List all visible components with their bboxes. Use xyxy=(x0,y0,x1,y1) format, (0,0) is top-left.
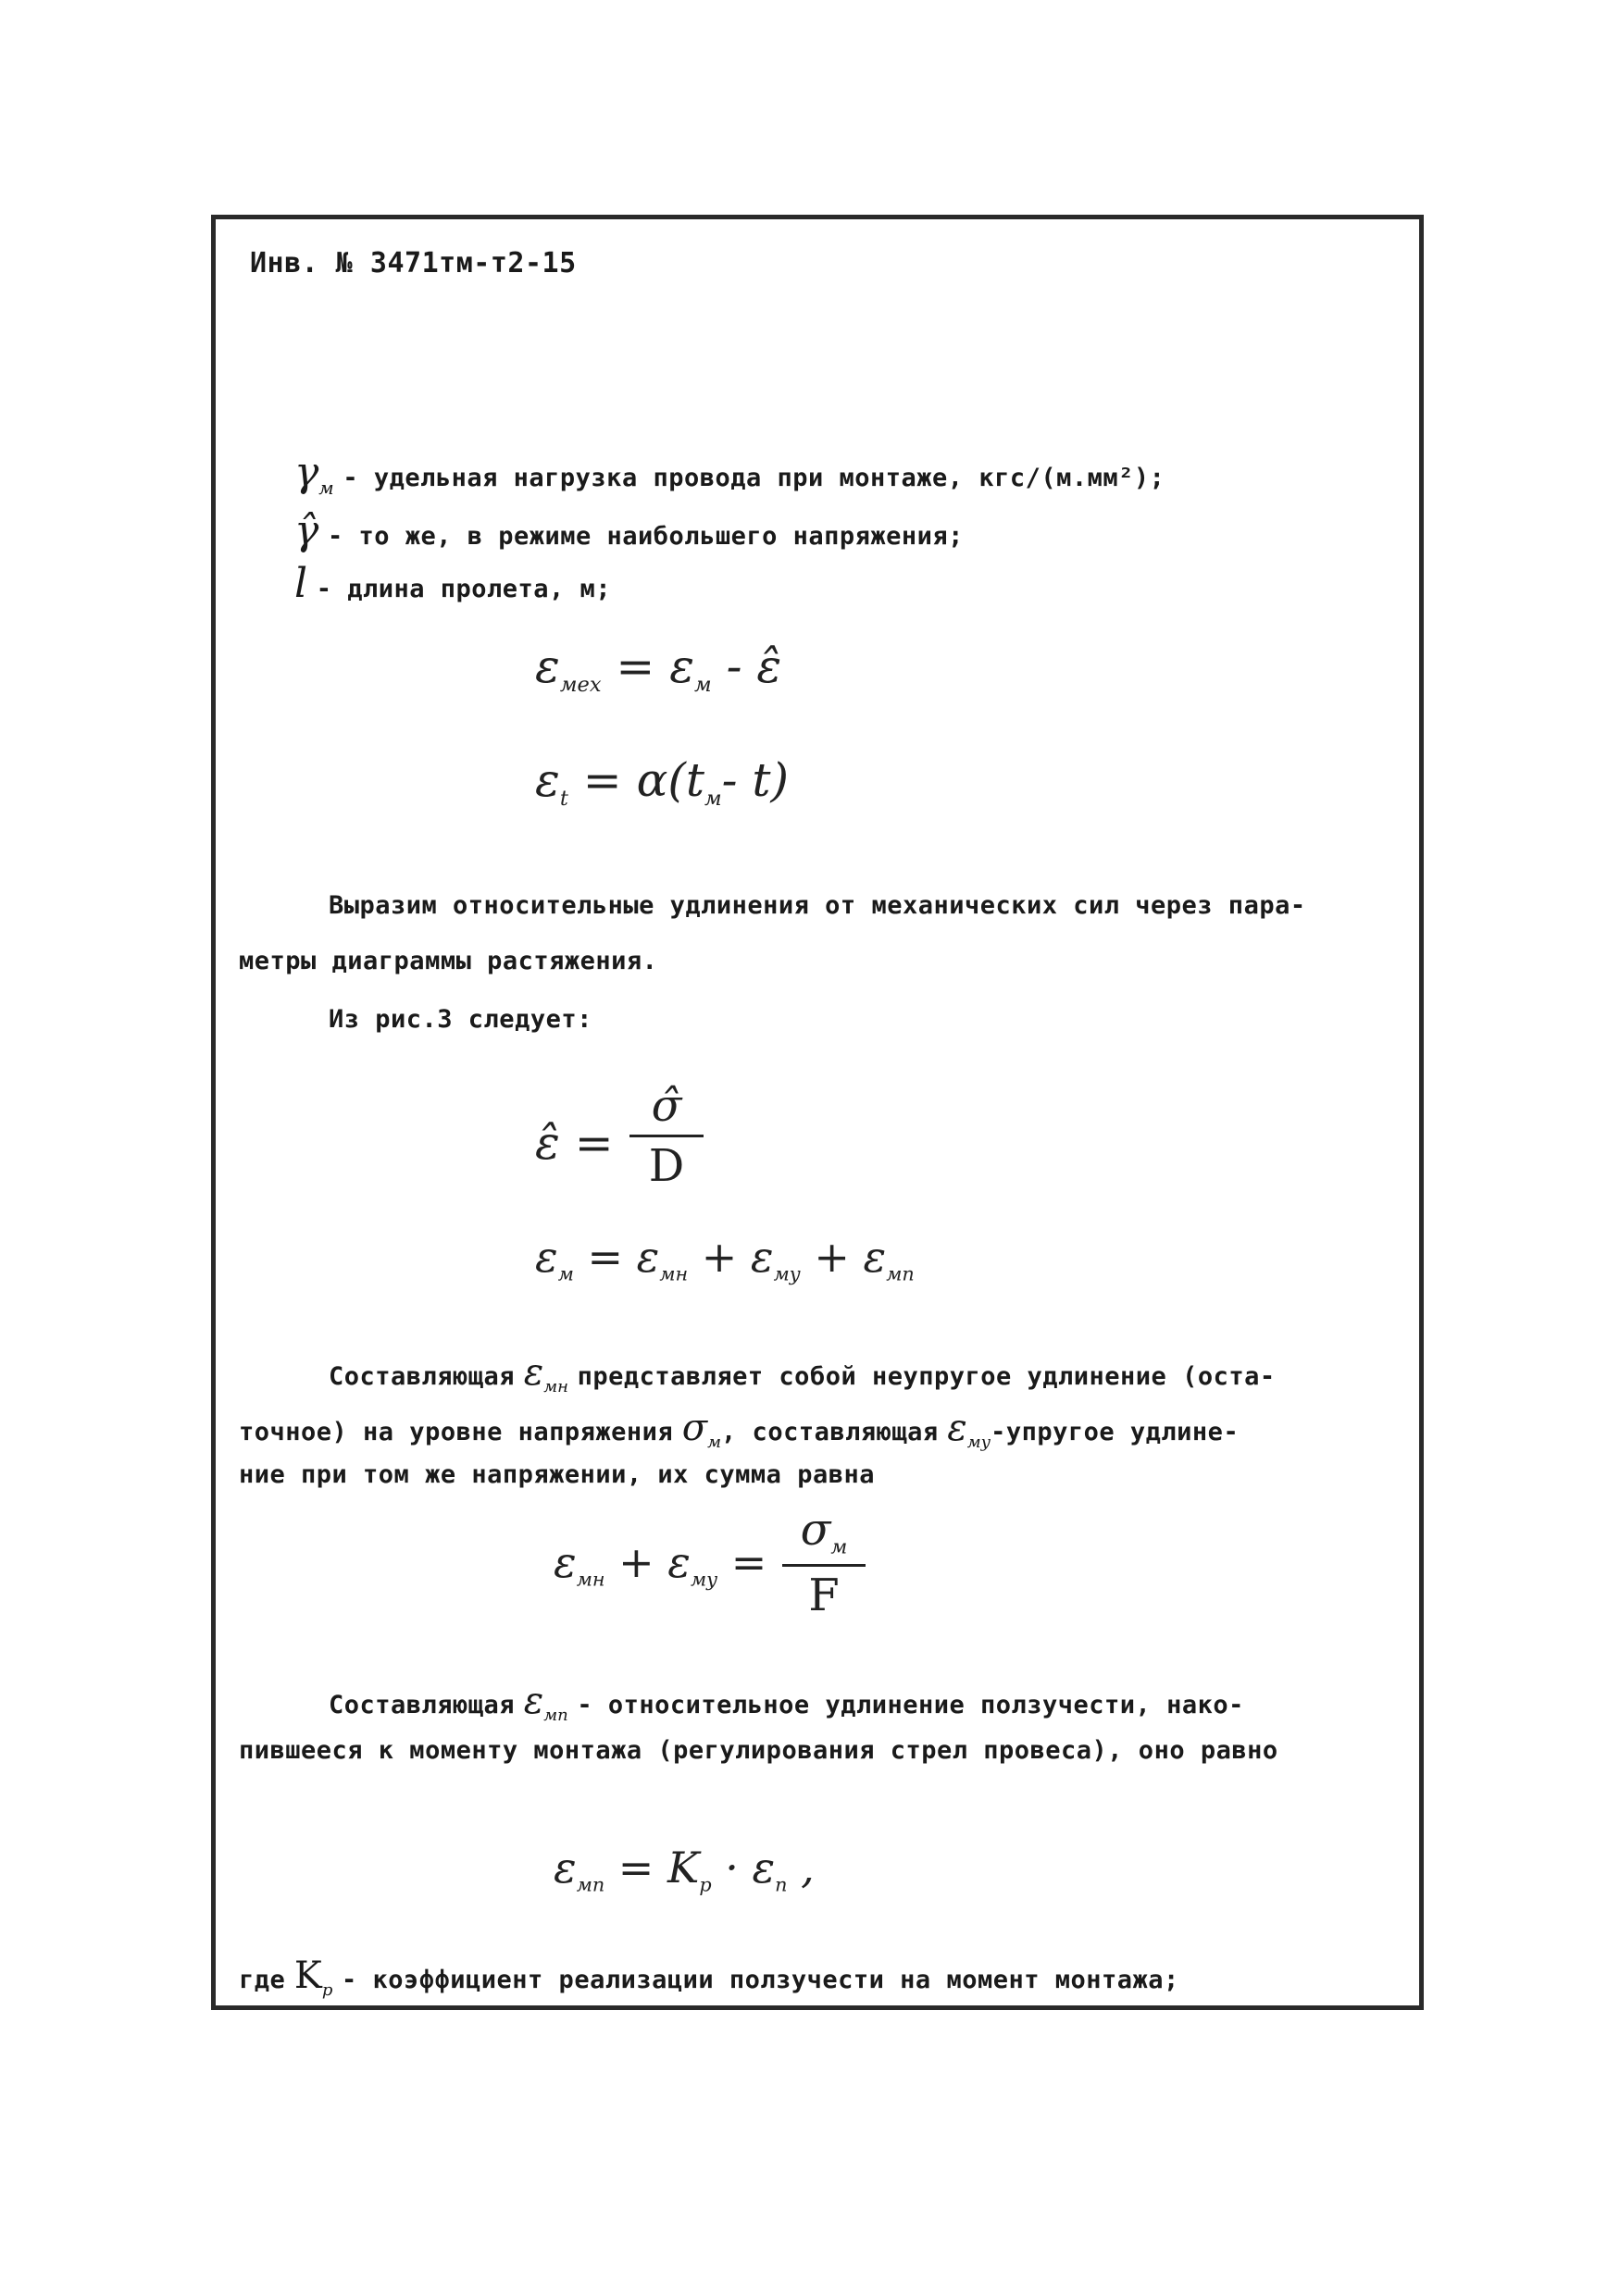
formula-thermal-strain: $\varepsilon_t = \alpha(t_м-$ t) xyxy=(535,753,789,812)
epsilon-mp-symbol: $\varepsilon_{мп}$ xyxy=(523,1680,568,1726)
epsilon-my-symbol: $\varepsilon_{му}$ xyxy=(947,1407,991,1453)
sigma-m-symbol: $\sigma_м$ xyxy=(681,1407,722,1453)
formula-mech-strain: $\varepsilon_{мех} = \varepsilon_м$ - ε̂ xyxy=(535,639,782,698)
formula-creep-strain: $\varepsilon_{мп} = K_р \cdot \varepsilon_п$ , xyxy=(554,1843,815,1896)
formula-strain-lhs: ε̂ = xyxy=(535,1116,614,1170)
k-p-symbol: $K_р$ xyxy=(293,1955,333,2001)
formula-elastic-sum: $\varepsilon_{мн} + \varepsilon_{му}$ = xyxy=(554,1537,767,1591)
paragraph-line: ние при том же напряжении, их сумма равна xyxy=(239,1460,875,1489)
paragraph-line: Составляющая $\varepsilon_{мн}$ представляет собой неупругое удлинение (оста- xyxy=(329,1351,1276,1397)
gamma-m-symbol: $\gamma_м$ xyxy=(294,449,334,499)
paragraph-line: Выразим относительные удлинения от механических сил через пара- xyxy=(329,891,1306,920)
gamma-symbol: γ xyxy=(294,507,319,554)
definition-text: - длина пролета, м; xyxy=(316,575,612,603)
definition-item xyxy=(294,507,964,554)
paragraph-line: Составляющая $\varepsilon_{мп}$ - относительное удлинение ползучести, нако- xyxy=(329,1680,1244,1726)
definition-text: - то же, в режиме наибольшего напряжения; xyxy=(327,522,964,551)
paragraph-line: метры диаграммы растяжения. xyxy=(239,947,658,975)
definition-text: - удельная нагрузка провода при монтаже, кгс/(м.мм²); xyxy=(343,464,1165,492)
paragraph-line: точное) на уровне напряжения $\sigma_м$, составляющая $\varepsilon_{му}$-упругое удлине- xyxy=(239,1407,1240,1453)
l-symbol: l xyxy=(294,560,308,607)
formula-total-strain: $\varepsilon_м = \varepsilon_{мн} + \varepsilon_{му} + \varepsilon_{мп}$ xyxy=(535,1232,915,1285)
definition-item xyxy=(294,449,1165,499)
epsilon-mn-symbol: $\varepsilon_{мн}$ xyxy=(523,1351,568,1397)
inventory-number: Инв. № 3471тм-т2-15 xyxy=(250,247,577,279)
paragraph-line: пившееся к моменту монтажа (регулирования стрел провеса), оно равно xyxy=(239,1736,1278,1765)
formula-elastic-fraction: $\sigma_м$ F xyxy=(782,1507,866,1620)
formula-strain-fraction: σ̂ D xyxy=(629,1083,704,1190)
paragraph-line: где $K_р$ - коэффициент реализации ползучести на момент монтажа; xyxy=(239,1955,1179,2001)
definition-item xyxy=(294,560,611,607)
paragraph-line: Из рис.3 следует: xyxy=(329,1005,592,1034)
